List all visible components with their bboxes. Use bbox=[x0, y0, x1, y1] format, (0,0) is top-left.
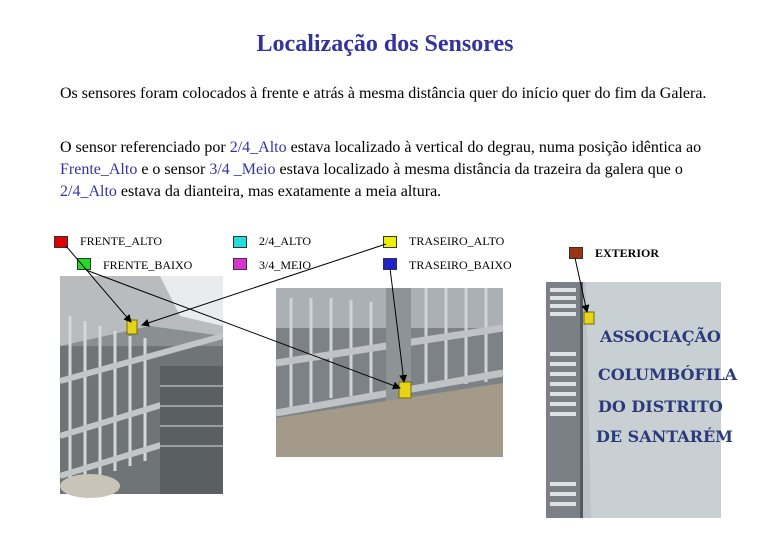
traseiro-baixo-swatch bbox=[383, 258, 397, 270]
frente-baixo-swatch bbox=[77, 258, 91, 270]
text-segment: O sensor referenciado por bbox=[60, 139, 230, 156]
alto-2-4-swatch bbox=[233, 236, 247, 248]
text-segment: estava localizado à vertical do degrau, numa posição idêntica ao bbox=[286, 139, 702, 156]
photo-exterior-sign bbox=[546, 282, 737, 518]
text-segment: estava localizado à mesma distância da trazeira da galera que o bbox=[275, 161, 683, 178]
sign-line-2: COLUMBÓFILA bbox=[598, 365, 737, 384]
sign-line-4: DE SANTARÉM bbox=[596, 427, 733, 446]
highlight-2-4-alto-2: 2/4_Alto bbox=[60, 183, 117, 200]
highlight-2-4-alto: 2/4_Alto bbox=[229, 139, 287, 156]
frente-alto-swatch bbox=[54, 236, 68, 248]
highlight-frente-alto: Frente_Alto bbox=[60, 161, 138, 178]
text-segment: estava da dianteira, mas exatamente a meia altura. bbox=[116, 183, 442, 200]
sign-line-1: ASSOCIAÇÃO bbox=[600, 327, 721, 346]
exterior-swatch bbox=[569, 247, 583, 259]
intro-paragraph: Os sensores foram colocados à frente e atrás à mesma distância quer do início quer do fim da Galera. bbox=[60, 85, 707, 102]
traseiro-alto-label: TRASEIRO_ALTO bbox=[409, 234, 505, 248]
traseiro-alto-swatch bbox=[383, 236, 397, 248]
highlight-3-4-meio: 3/4 _Meio bbox=[209, 161, 276, 178]
photo-middle-trailer bbox=[276, 288, 503, 457]
alto-2-4-label: 2/4_ALTO bbox=[259, 234, 312, 248]
frente-alto-label: FRENTE_ALTO bbox=[80, 234, 163, 248]
meio-3-4-swatch bbox=[233, 258, 247, 270]
frente-baixo-label: FRENTE_BAIXO bbox=[103, 258, 193, 272]
page-title: Localização dos Sensores bbox=[256, 31, 514, 57]
text-segment: e o sensor bbox=[137, 161, 210, 178]
sensor-description-paragraph bbox=[60, 137, 720, 203]
traseiro-baixo-label: TRASEIRO_BAIXO bbox=[409, 258, 512, 272]
sign-line-3: DO DISTRITO bbox=[598, 397, 723, 416]
exterior-label: EXTERIOR bbox=[595, 246, 660, 260]
photo-front-trailer bbox=[60, 276, 223, 494]
meio-3-4-label: 3/4_MEIO bbox=[259, 258, 311, 272]
